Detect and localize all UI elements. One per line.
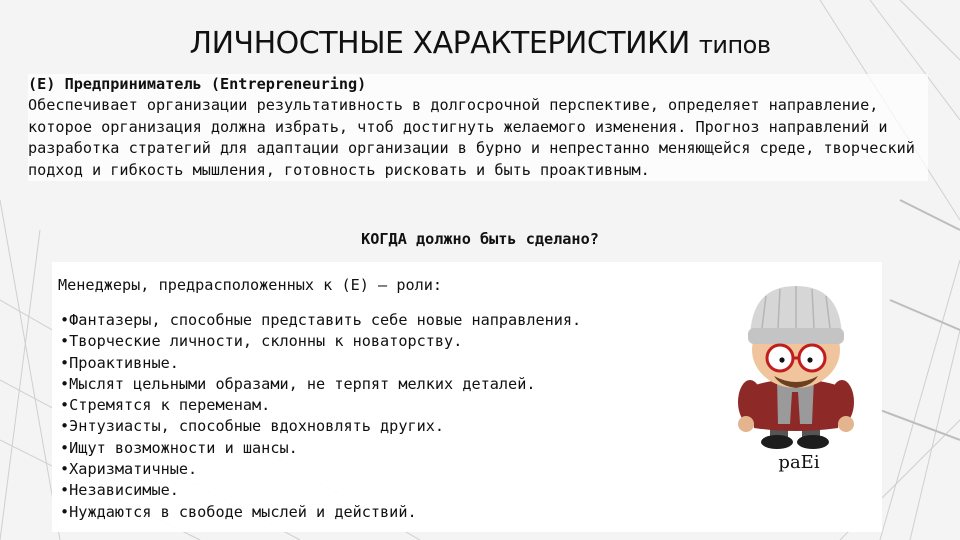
list-item: • Фантазеры, способные представить себе новые направления. [60,310,581,331]
intro-body: Обеспечивает организации результативность в долгосрочной перспективе, определяет направление, которое организация должна избрать, чтоб достигнуть желаемого изменения. Прогноз направлений и разработка стратегий для адаптации организации в бурно и непрестанно меняющейся среде, творческий подход и гибкость мышления, готовность рисковать и быть проактивным. [28,96,915,179]
list-item: • Ищут возможности и шансы. [60,438,581,459]
avatar-caption: paEi [778,452,820,473]
list-item: • Нуждаются в свободе мыслей и действий. [60,502,581,523]
intro-heading: (E) Предприниматель (Entrepreneuring) [28,75,367,93]
title-main: ЛИЧНОСТНЫЕ ХАРАКТЕРИСТИКИ [189,26,690,61]
cartoon-avatar-icon [722,274,872,464]
list-item: • Проактивные. [60,353,581,374]
list-item: • Мыслят цельными образами, не терпят мелких деталей. [60,374,581,395]
list-item: • Независимые. [60,480,581,501]
list-item: • Творческие личности, склонны к новаторству. [60,331,581,352]
slide-title [0,26,960,61]
title-suffix: типов [698,31,771,59]
list-item: • Харизматичные. [60,459,581,480]
traits-list [60,310,581,523]
intro-text [28,74,928,181]
list-item: • Энтузиасты, способные вдохновлять других. [60,416,581,437]
when-heading: КОГДА должно быть сделано? [361,230,599,248]
managers-label: Менеджеры, предрасположенных к (E) – роли: [58,276,443,294]
list-item: • Стремятся к переменам. [60,395,581,416]
